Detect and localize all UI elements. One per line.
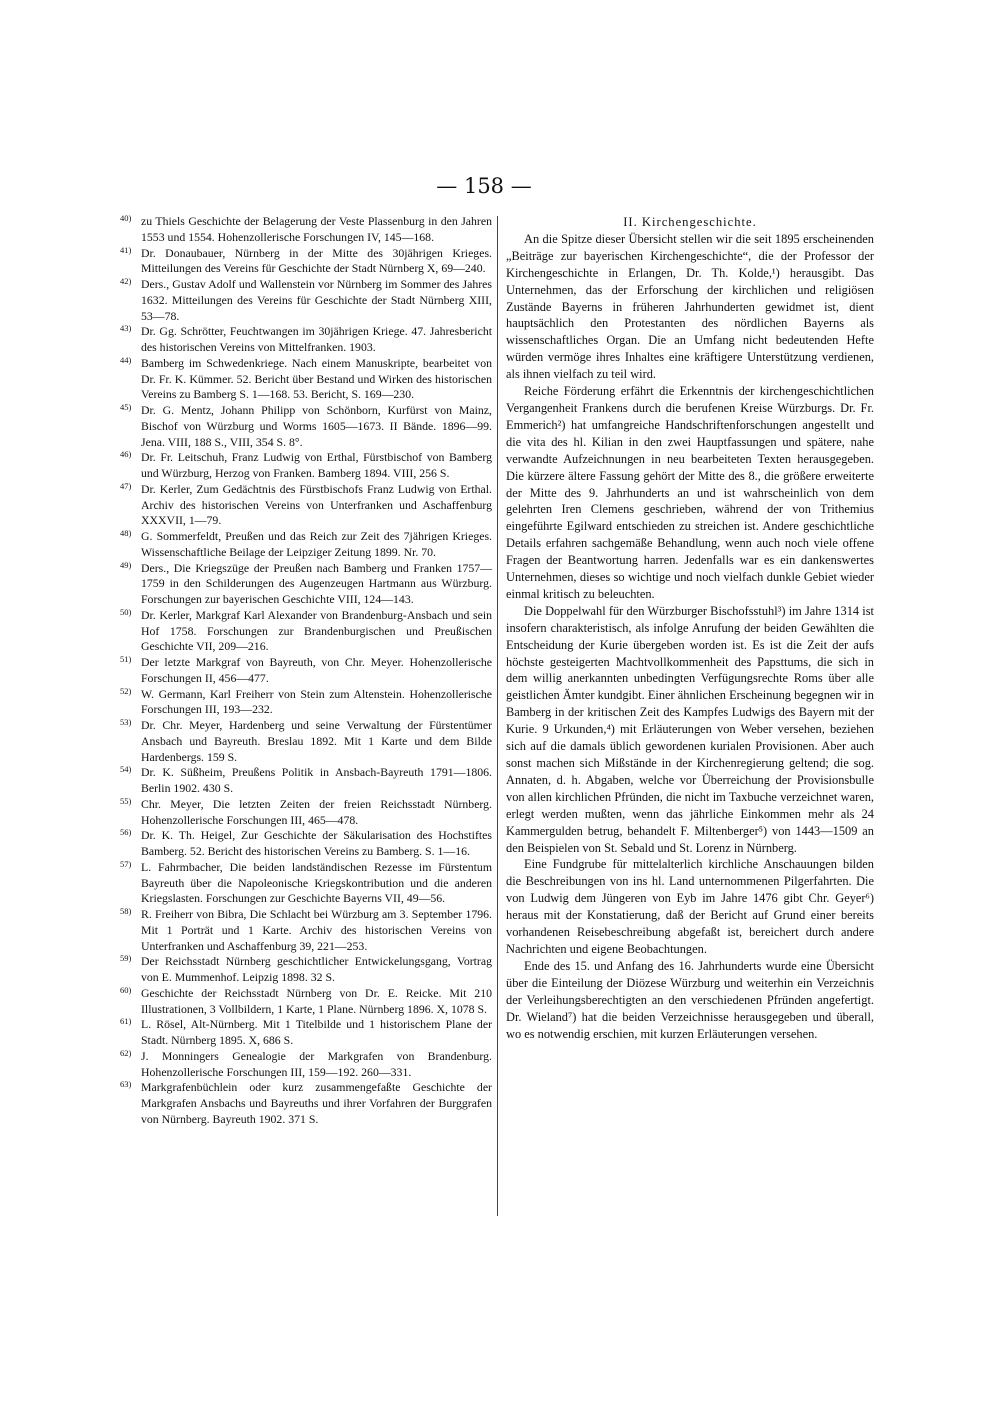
footnote-text: Dr. K. Th. Heigel, Zur Geschichte der Säkularisation des Hochstiftes Bamberg. 52. Bericht des historischen Vereins zu Bamberg. S. 1—16. — [141, 828, 492, 858]
footnote-entry — [120, 858, 492, 907]
footnote-number: 46) — [120, 449, 132, 460]
footnote-number: 44) — [120, 354, 132, 365]
footnote-number: 45) — [120, 402, 132, 412]
footnote-text: Bamberg im Schwedenkriege. Nach einem Manuskripte, bearbeitet von Dr. Fr. K. Kümmer. 52. Bericht über Bestand und Wirken des historischen Vereins zu Bamberg S. 1—168. 53. Bericht, S. 169—230. — [141, 355, 492, 402]
footnote-entry — [120, 685, 492, 719]
footnote-number: 62) — [120, 1047, 132, 1058]
footnote-entry — [120, 354, 492, 403]
section-heading: II. Kirchengeschichte. — [623, 215, 757, 229]
footnote-number: 43) — [120, 323, 132, 334]
footnote-text: zu Thiels Geschichte der Belagerung der Veste Plassenburg in den Jahren 1553 und 1554. Hohenzollerische Forschungen IV, 145—168. — [141, 214, 492, 244]
footnote-entry — [120, 402, 492, 450]
footnote-entry — [120, 528, 492, 561]
footnote-entry — [120, 1016, 492, 1049]
footnote-entry — [120, 1079, 492, 1127]
footnote-text: R. Freiherr von Bibra, Die Schlacht bei Würzburg am 3. September 1796. Mit 1 Porträt und 1 Karte. Archiv des historischen Vereins von Unterfranken und Aschaffenburg 39, 221—253. — [141, 907, 492, 953]
footnote-text: Ders., Die Kriegszüge der Preußen nach Bamberg und Franken 1757—1759 in den Schilderungen des Augenzeugen Hartmann aus Würzburg. Forschungen zur bayerischen Geschichte VIII, 124—143. — [141, 560, 492, 606]
footnote-number: 61) — [120, 1016, 132, 1027]
footnote-text: G. Sommerfeldt, Preußen und das Reich zur Zeit des 7jährigen Krieges. Wissenschaftliche Beilage der Leipziger Zeitung 1899. Nr. 70. — [141, 529, 492, 559]
footnote-number: 50) — [120, 606, 132, 617]
footnote-entry — [120, 213, 492, 246]
footnote-text: Markgrafenbüchlein oder kurz zusammengefaßte Geschichte der Markgrafen Ansbachs und Bayreuths und ihrer Vorfahren der Burggrafen von Nürnberg. Bayreuth 1902. 371 S. — [141, 1080, 492, 1126]
footnote-text: Dr. Fr. Leitschuh, Franz Ludwig von Erthal, Fürstbischof von Bamberg und Würzburg, Herzog von Franken. Bamberg 1894. VIII, 256 S. — [141, 450, 492, 480]
footnote-text: Chr. Meyer, Die letzten Zeiten der freien Reichsstadt Nürnberg. Hohenzollerische Forschungen III, 465—478. — [141, 796, 492, 827]
page-number: — 158 — — [436, 174, 532, 198]
footnote-entry — [120, 276, 492, 324]
footnote-number: 55) — [120, 795, 132, 806]
paragraph: An die Spitze dieser Übersicht stellen wir die seit 1895 erscheinenden „Beiträge zur bayerischen Kirchengeschichte“, die der Professor der Kirchengeschichte in Erlangen, Dr. Th. Kolde,¹) herausgibt. Das Unternehmen, das der Erforschung der kirchlichen und religiösen Zustände Bayerns in früheren Jahrhunderten gewidmet ist, dient hauptsächlich den Protestanten des nördlichen Bayerns als wissenschaftliches Organ. Die an Umfang nicht bedeutenden Hefte würden vermöge ihres Inhaltes eine kräftigere Unterstützung verdienen, als ihnen vielfach zu teil wird. — [506, 231, 874, 382]
footnote-entry — [120, 827, 492, 860]
paragraph: Reiche Förderung erfährt die Erkenntnis der kirchengeschichtlichen Vergangenheit Frankens durch die berufenen Kreise Würzburgs. Dr. Fr. Emmerich²) hat umfangreiche Handschriftenforschungen angestellt und die vita des hl. Kilian in den zwei Hauptfassungen und spätere, nahe verwandte Aufzeichnungen in neu bearbeiteten Texten herausgegeben. Die kürzere ältere Fassung gehört der Mitte des 8., die größere erweiterte der Mitte des 9. Jahrhunderts an und ist wahrscheinlich von dem gelehrten Iren Clemens geschrieben, während der von Trithemius eingeführte Egilward entschieden zu streichen ist. Andere geschichtliche Details erfahren sachgemäße Behandlung, wenn auch noch viele offene Fragen der Beantwortung harren. Jedenfalls war es ein dankenswertes Unternehmen, dieses so wichtige und noch vielfach dunkle Gebiet wieder einmal kritisch zu beleuchten. — [506, 384, 874, 601]
footnote-number: 51) — [120, 654, 132, 664]
footnote-number: 47) — [120, 480, 132, 491]
paragraph: Ende des 15. und Anfang des 16. Jahrhunderts wurde eine Übersicht über die Einteilung der Diözese Würzburg und weiterhin ein Verzeichnis der Verleihungsberechtigten an den verschiedenen Pfründen angefertigt. Dr. Wieland⁷) hat die beiden Verzeichnisse herausgegeben und überall, wo es notwendig erschien, mit kurzen Erläuterungen versehen. — [506, 958, 874, 1041]
footnote-text: Dr. Kerler, Markgraf Karl Alexander von Brandenburg-Ansbach und sein Hof 1758. Forschungen zur Brandenburgischen und Preußischen Geschichte VII, 209—216. — [141, 607, 492, 654]
footnote-entry — [120, 764, 492, 797]
footnote-text: W. Germann, Karl Freiherr von Stein zum Altenstein. Hohenzollerische Forschungen III, 193—232. — [141, 686, 492, 717]
footnote-number: 56) — [120, 827, 132, 838]
column-divider — [497, 216, 498, 1216]
footnote-text: Dr. Chr. Meyer, Hardenberg und seine Verwaltung der Fürstentümer Ansbach und Bayreuth. Breslau 1892. Mit 1 Karte und dem Bilde Hardenbergs. 159 S. — [141, 718, 492, 764]
footnote-text: Dr. G. Mentz, Johann Philipp von Schönborn, Kurfürst von Mainz, Bischof von Würzburg und Worms 1605—1673. II Bände. 1896—99. Jena. VIII, 188 S., VIII, 354 S. 8°. — [141, 403, 492, 449]
footnote-entry — [120, 906, 492, 954]
footnote-entry — [120, 606, 492, 655]
footnote-number: 42) — [120, 276, 132, 286]
footnote-entry — [120, 795, 492, 829]
footnote-number: 48) — [120, 528, 132, 538]
footnote-entry — [120, 244, 492, 278]
footnote-entry — [120, 984, 492, 1018]
footnote-number: 63) — [120, 1079, 132, 1090]
footnote-text: J. Monningers Genealogie der Markgrafen von Brandenburg. Hohenzollerische Forschungen III, 159—192. 260—331. — [141, 1048, 492, 1079]
footnote-number: 59) — [120, 953, 132, 964]
footnote-text: Ders., Gustav Adolf und Wallenstein vor Nürnberg im Sommer des Jahres 1632. Mitteilungen des Vereins für Geschichte der Stadt Nürnberg XIII, 53—78. — [141, 277, 492, 323]
footnotes-column — [120, 213, 492, 1128]
footnote-text: Dr. Donaubauer, Nürnberg in der Mitte des 30jährigen Krieges. Mitteilungen des Vereins für Geschichte der Stadt Nürnberg X, 69—240. — [141, 245, 492, 276]
footnote-entry — [120, 323, 492, 356]
footnote-number: 53) — [120, 717, 132, 727]
footnote-text: Dr. Gg. Schrötter, Feuchtwangen im 30jährigen Kriege. 47. Jahresbericht des historischen Vereins von Mittelfranken. 1903. — [141, 324, 492, 354]
footnote-number: 41) — [120, 244, 132, 255]
paragraph: Eine Fundgrube für mittelalterlich kirchliche Anschauungen bilden die Beschreibungen von ins hl. Land unternommenen Pilgerfahrten. Die von Ludwig dem Jüngeren von Eyb im Jahre 1476 gibt Chr. Geyer⁶) heraus mit der Konstatierung, daß der Bericht auf Grund einer bereits vorhandenen Reisebeschreibung abgefaßt ist, bereichert durch andere Nachrichten und eigene Beobachtungen. — [506, 857, 874, 956]
footnote-entry — [120, 559, 492, 608]
footnote-number: 52) — [120, 685, 132, 696]
footnote-number: 60) — [120, 984, 132, 995]
footnote-text: Der letzte Markgraf von Bayreuth, von Chr. Meyer. Hohenzollerische Forschungen II, 456—477. — [141, 655, 492, 685]
footnote-text: L. Rösel, Alt-Nürnberg. Mit 1 Titelbilde und 1 historischem Plane der Stadt. Nürnberg 1895. X, 686 S. — [141, 1017, 492, 1047]
footnote-entry — [120, 449, 492, 482]
main-text-column — [506, 214, 874, 1042]
footnote-text: L. Fahrmbacher, Die beiden landständischen Rezesse im Fürstentum Bayreuth über die Napoleonische Kriegskontribution und die anderen Kriegslasten. Forschungen zur Geschichte Bayerns VII, 49—56. — [141, 859, 492, 906]
footnote-number: 58) — [120, 906, 132, 916]
footnote-text: Geschichte der Reichsstadt Nürnberg von Dr. E. Reicke. Mit 210 Illustrationen, 3 Vollbildern, 1 Karte, 1 Plane. Nürnberg 1896. X, 1078 S. — [141, 985, 492, 1016]
footnote-entry — [120, 654, 492, 687]
footnote-text: Der Reichsstadt Nürnberg geschichtlicher Entwickelungsgang, Vortrag von E. Mummenhof. Leipzig 1898. 32 S. — [141, 954, 492, 984]
footnote-number: 54) — [120, 764, 132, 775]
paragraph: Die Doppelwahl für den Würzburger Bischofsstuhl³) im Jahre 1314 ist insofern charakteristisch, als infolge Anrufung der beiden Gewählten die Entscheidung der Kurie übergeben worden ist. Es ist die Zeit der aufs höchste gesteigerten Machtvollkommenheit des Papsttums, die sich in dem willig anerkannten unbedingten Verfügungsrechte Roms über alle geistlichen Ämter kundgibt. Einer ähnlichen Erscheinung begegnen wir in Bamberg in der kritischen Zeit des Kampfes Ludwigs des Bayern mit der Kurie. 9 Urkunden,⁴) mit Erläuterungen von Weber versehen, beziehen sich auf die damals üblich gewordenen kurialen Provisionen. Aber auch sonst machen sich Mißstände in der Kirchenregierung geltend; die sog. Annaten, d. h. Abgaben, welche vor Überreichung der Provisionsbulle von allen kirchlichen Pfründen, die nicht im Taxbuche verzeichnet waren, erlegt werden mußten, wenn das jährliche Einkommen mehr als 24 Kammergulden betrug, behandelt F. Miltenberger⁵) von 1443—1509 an den Beispielen von St. Sebald und St. Lorenz in Nürnberg. — [506, 603, 874, 855]
footnote-entry — [120, 953, 492, 986]
footnote-text: Dr. Kerler, Zum Gedächtnis des Fürstbischofs Franz Ludwig von Erthal. Archiv des historischen Vereins von Unterfranken und Aschaffenburg XXXVII, 1—79. — [141, 481, 492, 528]
footnote-entry — [120, 1047, 492, 1081]
footnote-entry — [120, 717, 492, 765]
footnote-entry — [120, 480, 492, 529]
footnote-number: 40) — [120, 213, 132, 223]
footnote-number: 57) — [120, 858, 132, 869]
footnote-number: 49) — [120, 559, 132, 570]
footnote-text: Dr. K. Süßheim, Preußens Politik in Ansbach-Bayreuth 1791—1806. Berlin 1902. 430 S. — [141, 765, 492, 795]
